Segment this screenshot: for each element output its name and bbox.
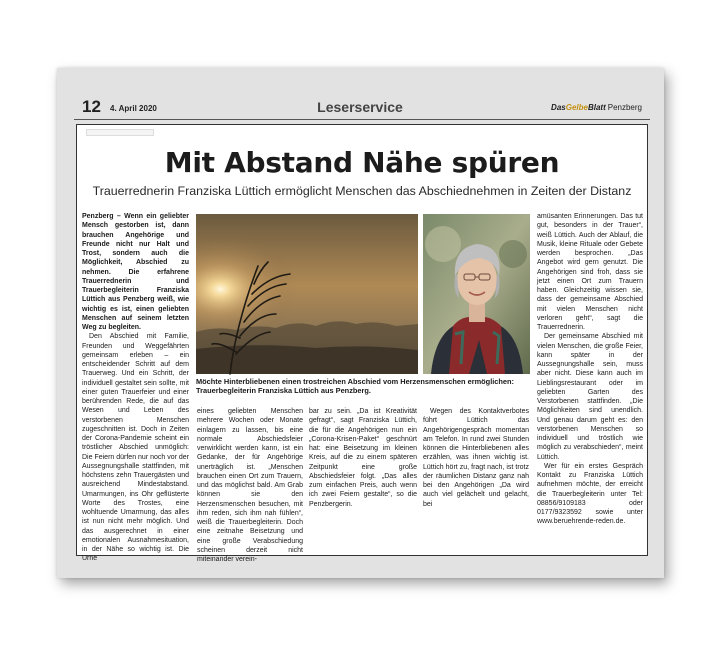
portrait-photo xyxy=(423,214,530,374)
woman-portrait-image xyxy=(423,214,530,374)
lead-paragraph: Penzberg – Wenn ein geliebter Mensch gestorben ist, dann brauchen Angehörige und Freunde nicht nur Halt und Trost, sondern auch die Möglichkeit, Abschied zu nehmen. Die erfahrene Trauerrednerin und Trauerbegleiterin Franziska Lüttich aus Penzberg weiß, wie wichtig es ist, einen geliebten Menschen auf seinem letzten Weg zu begleiten. xyxy=(82,213,189,331)
page-number: 12 xyxy=(82,97,101,116)
logo-city: Penzberg xyxy=(607,103,642,112)
article-subheadline: Trauerrednerin Franziska Lüttich ermöglicht Menschen das Abschiednehmen in Zeiten der Distanz xyxy=(92,184,632,198)
body-paragraph: amüsanten Erinnerungen. Das tut gut, besonders in der Trauer“, weiß Lüttich. Auch der Ablauf, die Musik, kleine Rituale oder Gebete werden besprochen. „Das Angebot wird gern genutzt. Die Angehörigen sind froh, dass sie jetzt einen Ort zum Trauern haben. Gleichzeitig wissen sie, dass der gemeinsame Abschied mit vielen Menschen nicht verloren geht“, sagt die Trauerrednerin. xyxy=(537,213,643,331)
body-paragraph: Den Abschied mit Familie, Freunden und Weggefährten gemeinsam erleben – ein entscheidender Schritt auf dem Trauerweg. Und ein Schritt, der individuell gestaltet sein sollte, mit einer guten Trauerfeier und einer berührenden Rede, die auf das Wesen und Leben des verstorbenen Menschen zugeschnitten ist. Doch in Zeiten der Corona-Pandemie scheint ein tröstlicher Abschied unmöglich: Die Feiern dürfen nur noch vor der Aussegnungshalle stattfinden, mit höchstens zehn Trauergästen und ausreichend Mindestabstand. Umarmungen, ins Ohr geflüsterte Worte des Trostes, eine wohltuende Umarmung, das alles ist nun nicht mehr möglich. Und das ausgerechnet in einer emotionalen Ausnahmesituation, in der Nähe so wichtig ist. Die Urne xyxy=(82,333,189,563)
logo-blatt: Blatt xyxy=(587,103,606,112)
section-title: Leserservice xyxy=(317,99,403,115)
issue-date: 4. April 2020 xyxy=(110,104,157,113)
text-column-5 xyxy=(537,212,643,526)
photo-caption: Möchte Hinterbliebenen einen trostreichen Abschied vom Herzensmenschen ermöglichen: Trauerbegleiterin Franziska Lüttich aus Penzberg. xyxy=(196,377,515,395)
newspaper-logo xyxy=(551,103,642,112)
text-column-2 xyxy=(197,407,303,563)
sunrise-photo xyxy=(196,214,418,374)
body-paragraph: Wegen des Kontaktverbotes führt Lüttich das Angehörigengespräch momentan am Telefon. In rund zwei Stunden können die Hinterbliebenen alles erzählen, was ihnen wichtig ist. Lüttich hört zu, fragt nach, ist trotz der räumlichen Distanz ganz nah bei den Angehörigen „Da wird auch viel gelächelt und gelacht, bei xyxy=(423,408,529,508)
contact-paragraph: Wer für ein erstes Gespräch Kontakt zu Franziska Lüttich aufnehmen möchte, der erreicht die Trauerbegleiterin unter Tel: 08856/9109183 oder 0177/9323592 sowie unter www.beruehrende-reden.de. xyxy=(537,462,643,526)
text-column-4 xyxy=(423,407,529,507)
article-headline: Mit Abstand Nähe spüren xyxy=(164,146,560,179)
text-column-1 xyxy=(82,212,189,563)
body-paragraph: Der gemeinsame Abschied mit vielen Menschen, die große Feier, kann später in der Aussegnungshalle sein, muss aber nicht. Diese kann auch im Lieblingsrestaurant oder im geliebten Garten des Verstorbenen stattfinden. „Die Möglichkeiten sind unendlich. Und genau darum geht es: den verstorbenen Menschen so individuell und tröstlich wie möglich zu verabschieden“, meint Lüttich. xyxy=(537,333,643,461)
logo-das: Das xyxy=(551,103,566,112)
grass-silhouette-image xyxy=(196,214,418,374)
logo-gelbe: Gelbe xyxy=(565,103,588,112)
text-column-3 xyxy=(309,407,417,507)
body-paragraph: eines geliebten Menschen mehrere Wochen oder Monate einlagern zu lassen, bis eine normale Abschiedsfeier verwirklicht werden kann, ist ein Gedanke, der für Angehörige unerträglich ist. „Menschen brauchen einen Ort zum Trauern, und das möglichst bald. Am Grab können sie den Herzensmenschen besuchen, mit ihm reden, sich ihm nah fühlen“, weiß die Trauerbegleiterin. Doch eine zeitnahe Beisetzung und eine große Verabschiedung scheinen derzeit nicht miteinander verein- xyxy=(197,408,303,563)
body-paragraph: bar zu sein. „Da ist Kreativität gefragt“, sagt Franziska Lüttich, die für die Angehörigen nun ein „Corona-Krisen-Paket“ geschnürt hat: eine Beisetzung im kleinen Kreis, auf die zu einem späteren Zeitpunkt eine große Abschiedsfeier folgt. „Das alles zum einfachen Preis, auch wenn ich zwei Feiern gestalte“, so die Penzbergerin. xyxy=(309,408,417,508)
kicker-bar xyxy=(86,129,154,136)
page-header xyxy=(74,98,646,120)
header-rule xyxy=(74,119,650,120)
